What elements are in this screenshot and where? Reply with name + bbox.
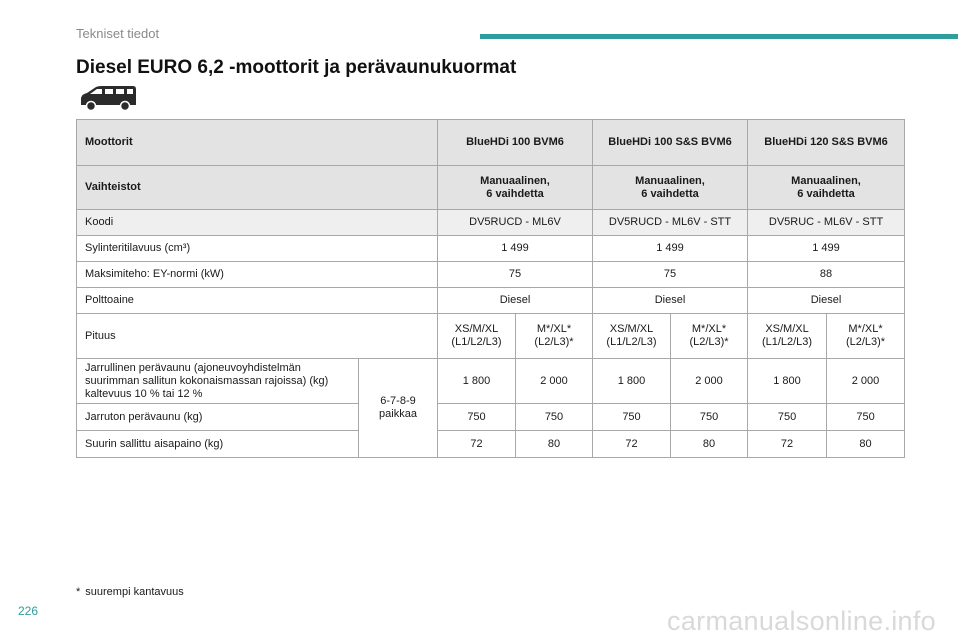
displacement-cell: 1 499 bbox=[593, 236, 748, 262]
length-cell: XS/M/XL (L1/L2/L3) bbox=[438, 314, 516, 359]
braked-trailer-label: Jarrullinen perävaunu (ajoneuvoyhdistelmän suurimman sallitun kokonaismassan rajoissa) (kg) kaltevuus 10 % tai 12 % bbox=[77, 359, 359, 404]
nose-weight-cell: 80 bbox=[671, 431, 748, 458]
code-cell: DV5RUC - ML6V - STT bbox=[748, 210, 905, 236]
gearbox-cell: Manuaalinen, 6 vaihdetta bbox=[438, 166, 593, 210]
engine-spec-table bbox=[76, 119, 905, 458]
footnote bbox=[76, 586, 184, 598]
unbraked-trailer-cell: 750 bbox=[516, 404, 593, 431]
nose-weight-cell: 80 bbox=[516, 431, 593, 458]
power-cell: 75 bbox=[593, 262, 748, 288]
braked-trailer-cell: 2 000 bbox=[516, 359, 593, 404]
unbraked-trailer-cell: 750 bbox=[671, 404, 748, 431]
length-cell: M*/XL* (L2/L3)* bbox=[827, 314, 905, 359]
length-row bbox=[77, 314, 905, 359]
braked-trailer-cell: 2 000 bbox=[827, 359, 905, 404]
engine-name: BlueHDi 100 S&S BVM6 bbox=[593, 120, 748, 166]
unbraked-trailer-cell: 750 bbox=[593, 404, 671, 431]
power-row bbox=[77, 262, 905, 288]
displacement-cell: 1 499 bbox=[748, 236, 905, 262]
nose-weight-cell: 72 bbox=[438, 431, 516, 458]
nose-weight-row bbox=[77, 431, 905, 458]
footnote-marker: * bbox=[76, 586, 81, 598]
engine-name: BlueHDi 100 BVM6 bbox=[438, 120, 593, 166]
fuel-label: Polttoaine bbox=[77, 288, 438, 314]
page-number: 226 bbox=[18, 604, 39, 618]
nose-weight-label: Suurin sallittu aisapaino (kg) bbox=[77, 431, 359, 458]
unbraked-trailer-label: Jarruton perävaunu (kg) bbox=[77, 404, 359, 431]
nose-weight-cell: 72 bbox=[748, 431, 827, 458]
fuel-cell: Diesel bbox=[438, 288, 593, 314]
nose-weight-cell: 80 bbox=[827, 431, 905, 458]
braked-trailer-cell: 1 800 bbox=[438, 359, 516, 404]
nose-weight-cell: 72 bbox=[593, 431, 671, 458]
unbraked-trailer-cell: 750 bbox=[438, 404, 516, 431]
code-cell: DV5RUCD - ML6V - STT bbox=[593, 210, 748, 236]
length-label: Pituus bbox=[77, 314, 438, 359]
gearbox-label: Vaihteistot bbox=[77, 166, 438, 210]
gearbox-row bbox=[77, 166, 905, 210]
section-label: Tekniset tiedot bbox=[76, 26, 160, 41]
passenger-van-icon bbox=[78, 84, 138, 112]
gearbox-cell: Manuaalinen, 6 vaihdetta bbox=[593, 166, 748, 210]
page-title: Diesel EURO 6,2 -moottorit ja perävaunukuormat bbox=[76, 57, 517, 78]
engine-name: BlueHDi 120 S&S BVM6 bbox=[748, 120, 905, 166]
gearbox-cell: Manuaalinen, 6 vaihdetta bbox=[748, 166, 905, 210]
power-label: Maksimiteho: EY-normi (kW) bbox=[77, 262, 438, 288]
fuel-row bbox=[77, 288, 905, 314]
displacement-label: Sylinteritilavuus (cm³) bbox=[77, 236, 438, 262]
length-cell: XS/M/XL (L1/L2/L3) bbox=[593, 314, 671, 359]
unbraked-trailer-cell: 750 bbox=[827, 404, 905, 431]
displacement-row bbox=[77, 236, 905, 262]
braked-trailer-cell: 1 800 bbox=[593, 359, 671, 404]
braked-trailer-cell: 1 800 bbox=[748, 359, 827, 404]
code-label: Koodi bbox=[77, 210, 438, 236]
unbraked-trailer-row bbox=[77, 404, 905, 431]
unbraked-trailer-cell: 750 bbox=[748, 404, 827, 431]
braked-trailer-cell: 2 000 bbox=[671, 359, 748, 404]
length-cell: XS/M/XL (L1/L2/L3) bbox=[748, 314, 827, 359]
power-cell: 75 bbox=[438, 262, 593, 288]
section-accent-bar bbox=[480, 34, 958, 39]
code-cell: DV5RUCD - ML6V bbox=[438, 210, 593, 236]
code-row bbox=[77, 210, 905, 236]
fuel-cell: Diesel bbox=[748, 288, 905, 314]
braked-trailer-row bbox=[77, 359, 905, 404]
displacement-cell: 1 499 bbox=[438, 236, 593, 262]
seat-count-cell: 6-7-8-9 paikkaa bbox=[359, 359, 438, 458]
footnote-text: suurempi kantavuus bbox=[85, 586, 184, 598]
length-cell: M*/XL* (L2/L3)* bbox=[671, 314, 748, 359]
length-cell: M*/XL* (L2/L3)* bbox=[516, 314, 593, 359]
engine-header-row bbox=[77, 120, 905, 166]
watermark: carmanualsonline.info bbox=[667, 606, 936, 636]
power-cell: 88 bbox=[748, 262, 905, 288]
engine-header-label: Moottorit bbox=[77, 120, 438, 166]
fuel-cell: Diesel bbox=[593, 288, 748, 314]
